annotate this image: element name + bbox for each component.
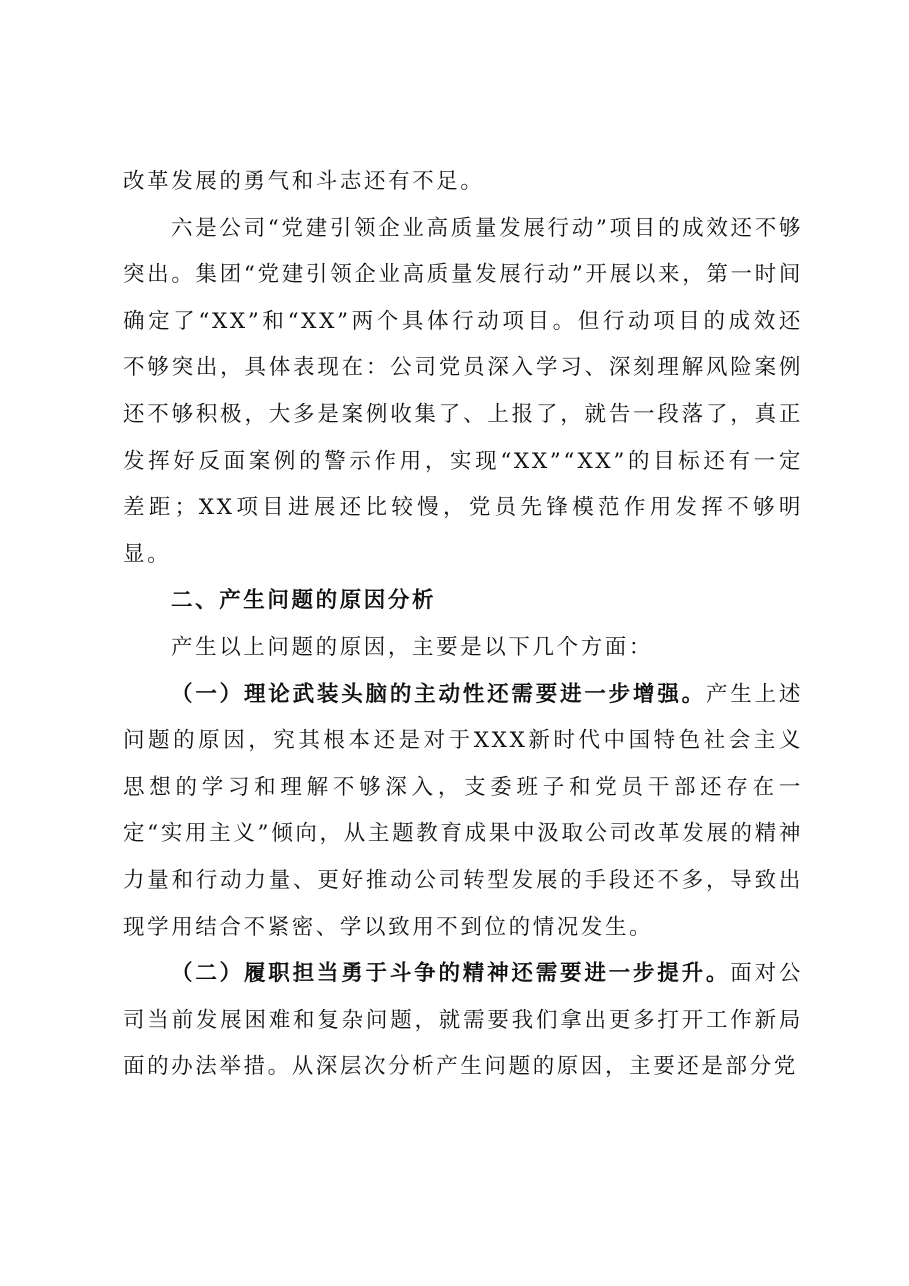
section-heading-causes: 二、产生问题的原因分析 [171, 588, 437, 614]
cause-one-lead: （一）理论武装头脑的主动性还需要进一步增强。 [171, 681, 706, 707]
cause-one-body: 产生上述问题的原因，究其根本还是对于XXX新时代中国特色社会主义思想的学习和理解不够深入，支委班子和党员干部还存在一定“实用主义”倾向，从主题教育成果中汲取公司改革发展的精神力量和行动力量、更好推动公司转型发展的手段还不多，导致出现学用结合不紧密、学以致用不到位的情况发生。 [123, 681, 804, 940]
document-body [123, 159, 803, 1091]
cause-two-body: 面对公司当前发展困难和复杂问题，就需要我们拿出更多打开工作新局面的办法举措。从深层次分析产生问题的原因，主要还是部分党 [123, 961, 803, 1080]
paragraph-cause-two [123, 951, 803, 1091]
cause-two-lead: （二）履职担当勇于斗争的精神还需要进一步提升。 [171, 961, 731, 987]
paragraph-cause-one [123, 672, 803, 952]
paragraph-continued: 改革发展的勇气和斗志还有不足。 [123, 169, 485, 194]
paragraph-item-six: 六是公司“党建引领企业高质量发展行动”项目的成效还不够突出。集团“党建引领企业高质量发展行动”开展以来，第一时间确定了“XX”和“XX”两个具体行动项目。但行动项目的成效还不够突出，具体表现在：公司党员深入学习、深刻理解风险案例还不够积极，大多是案例收集了、上报了，就告一段落了，真正发挥好反面案例的警示作用，实现“XX”“XX”的目标还有一定差距；XX项目进展还比较慢，党员先锋模范作用发挥不够明显。 [123, 215, 803, 567]
paragraph-intro: 产生以上问题的原因，主要是以下几个方面： [171, 634, 654, 660]
